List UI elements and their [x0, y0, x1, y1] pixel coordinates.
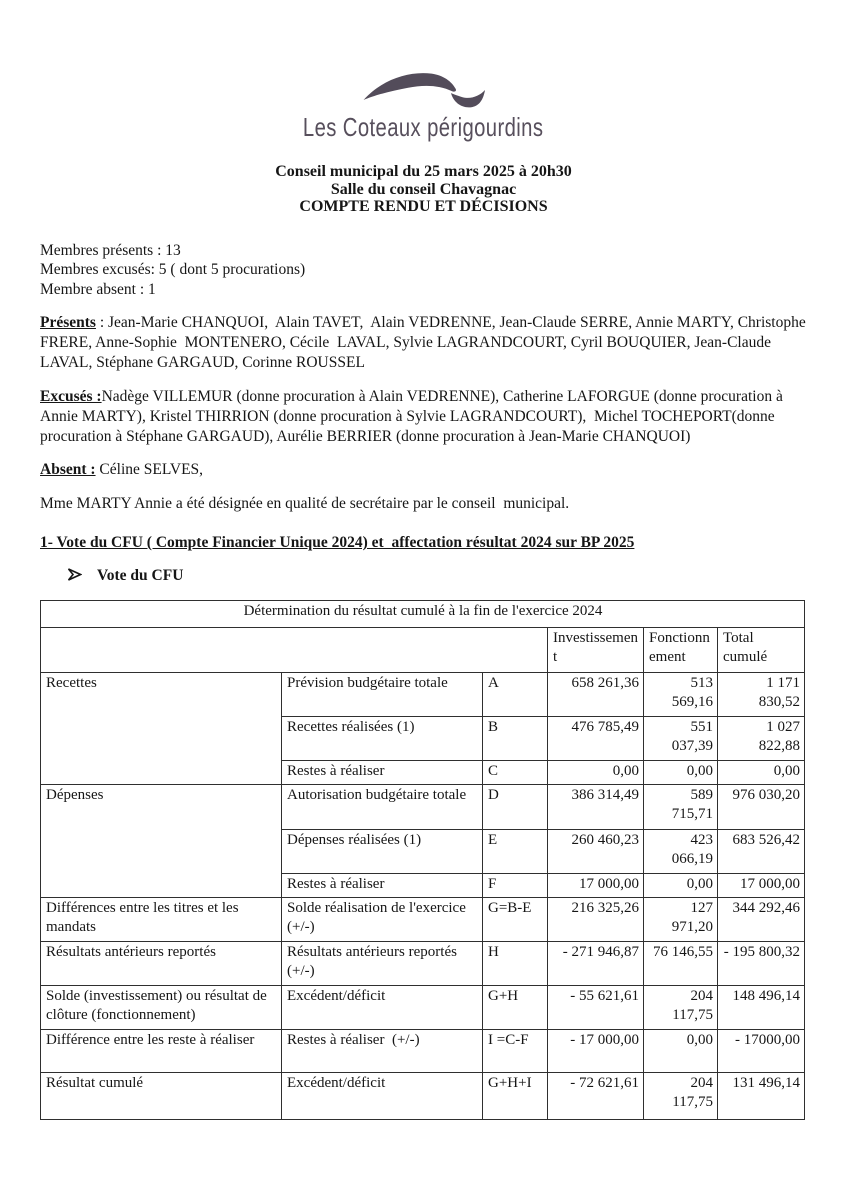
table-cell-item: Restes à réaliser (+/-): [282, 1030, 483, 1073]
column-header-investissement: Investissement: [548, 628, 644, 673]
logo: [40, 66, 807, 143]
member-absent-count: Membre absent : 1: [40, 280, 156, 298]
table-header-empty-cell: [41, 628, 548, 673]
table-cell-code: D: [483, 785, 548, 830]
table-title: Détermination du résultat cumulé à la fin de l'exercice 2024: [41, 601, 805, 628]
table-cell-investissement: - 55 621,61: [548, 986, 644, 1030]
table-cell-fonctionnement: 76 146,55: [644, 942, 718, 986]
table-row: [41, 942, 805, 986]
table-cell-total: - 195 800,32: [718, 942, 805, 986]
table-cell-investissement: 17 000,00: [548, 874, 644, 898]
table-cell-group: Dépenses: [41, 785, 282, 898]
logo-swoosh-icon: [321, 66, 527, 110]
table-cell-item: Solde réalisation de l'exercice (+/-): [282, 898, 483, 942]
table-row: [41, 1030, 805, 1073]
table-cell-investissement: 260 460,23: [548, 830, 644, 874]
table-cell-code: E: [483, 830, 548, 874]
table-row: [41, 673, 805, 717]
meeting-header: [40, 163, 807, 216]
table-cell-item: Autorisation budgétaire totale: [282, 785, 483, 830]
table-cell-group: Solde (investissement) ou résultat de clôture (fonctionnement): [41, 986, 282, 1030]
excused-list: Nadège VILLEMUR (donne procuration à Alain VEDRENNE), Catherine LAFORGUE (donne procuration à Annie MARTY), Kristel THIRRION (donne procuration à Sylvie LAGRANDCOURT), Michel TOCHEPORT(donne procuration à Stéphane GARGAUD), Aurélie BERRIER (donne procuration à Jean-Marie CHANQUOI): [40, 388, 786, 445]
table-cell-investissement: - 17 000,00: [548, 1030, 644, 1073]
table-cell-investissement: 0,00: [548, 761, 644, 785]
table-cell-investissement: 386 314,49: [548, 785, 644, 830]
table-cell-item: Restes à réaliser: [282, 874, 483, 898]
table-cell-code: G=B-E: [483, 898, 548, 942]
table-row: [41, 1073, 805, 1120]
table-cell-fonctionnement: 204 117,75: [644, 986, 718, 1030]
presents-label: Présents: [40, 314, 96, 331]
bullet-item-vote-cfu: [68, 567, 807, 586]
section-1-heading: 1- Vote du CFU ( Compte Financier Unique 2024) et affectation résultat 2024 sur BP 2025: [40, 534, 635, 551]
attendance-counts: [40, 241, 807, 300]
table-cell-total: 344 292,46: [718, 898, 805, 942]
absent-paragraph: [40, 460, 807, 480]
table-cell-code: B: [483, 717, 548, 761]
table-cell-total: - 17000,00: [718, 1030, 805, 1073]
table-title-row: [41, 601, 805, 628]
meeting-title: Conseil municipal du 25 mars 2025 à 20h30: [275, 163, 572, 180]
table-cell-fonctionnement: 551 037,39: [644, 717, 718, 761]
excused-label: Excusés :: [40, 388, 102, 405]
absent-label: Absent :: [40, 461, 96, 478]
table-cell-item: Prévision budgétaire totale: [282, 673, 483, 717]
table-cell-item: Dépenses réalisées (1): [282, 830, 483, 874]
table-cell-investissement: 658 261,36: [548, 673, 644, 717]
table-cell-total: 148 496,14: [718, 986, 805, 1030]
table-cell-investissement: - 271 946,87: [548, 942, 644, 986]
table-cell-item: Recettes réalisées (1): [282, 717, 483, 761]
table-cell-code: I =C-F: [483, 1030, 548, 1073]
table-cell-code: C: [483, 761, 548, 785]
table-cell-total: 1 171 830,52: [718, 673, 805, 717]
table-cell-fonctionnement: 423 066,19: [644, 830, 718, 874]
table-cell-fonctionnement: 0,00: [644, 1030, 718, 1073]
table-cell-total: 976 030,20: [718, 785, 805, 830]
table-row: [41, 986, 805, 1030]
table-cell-item: Excédent/déficit: [282, 986, 483, 1030]
members-excused-count: Membres excusés: 5 ( dont 5 procurations): [40, 261, 306, 278]
excused-paragraph: [40, 387, 807, 447]
table-cell-investissement: 216 325,26: [548, 898, 644, 942]
table-row: [41, 898, 805, 942]
logo-text: Les Coteaux périgourdins: [303, 112, 544, 142]
table-cell-total: 683 526,42: [718, 830, 805, 874]
table-cell-fonctionnement: 127 971,20: [644, 898, 718, 942]
table-header-row: [41, 628, 805, 673]
table-cell-item: Restes à réaliser: [282, 761, 483, 785]
meeting-location: Salle du conseil Chavagnac: [330, 180, 517, 198]
table-cell-total: 131 496,14: [718, 1073, 805, 1120]
table-cell-fonctionnement: 589 715,71: [644, 785, 718, 830]
presents-paragraph: [40, 313, 810, 373]
table-cell-code: H: [483, 942, 548, 986]
table-cell-code: A: [483, 673, 548, 717]
cfu-result-table: [40, 600, 805, 1120]
right-arrowhead-icon: [68, 568, 82, 586]
table-cell-fonctionnement: 0,00: [644, 874, 718, 898]
column-header-fonctionnement: Fonctionnement: [644, 628, 718, 673]
table-cell-total: 17 000,00: [718, 874, 805, 898]
table-cell-item: Excédent/déficit: [282, 1073, 483, 1120]
table-cell-group: Différences entre les titres et les mandats: [41, 898, 282, 942]
bullet-text: Vote du CFU: [97, 567, 184, 584]
presents-list: : Jean-Marie CHANQUOI, Alain TAVET, Alain VEDRENNE, Jean-Claude SERRE, Annie MARTY, Christophe FRERE, Anne-Sophie MONTENERO, Cécile LAVAL, Sylvie LAGRANDCOURT, Cyril BOUQUIER, Jean-Claude LAVAL, Stéphane GARGAUD, Corinne ROUSSEL: [40, 314, 810, 371]
table-cell-total: 1 027 822,88: [718, 717, 805, 761]
secretary-note: Mme MARTY Annie a été désignée en qualité de secrétaire par le conseil municipal.: [40, 495, 570, 512]
table-row: [41, 785, 805, 830]
table-cell-investissement: - 72 621,61: [548, 1073, 644, 1120]
table-cell-code: F: [483, 874, 548, 898]
table-cell-group: Résultat cumulé: [41, 1073, 282, 1120]
table-cell-group: Résultats antérieurs reportés: [41, 942, 282, 986]
document-type: COMPTE RENDU ET DÉCISIONS: [299, 198, 548, 215]
table-cell-total: 0,00: [718, 761, 805, 785]
absent-list: Céline SELVES,: [95, 461, 204, 478]
table-cell-code: G+H+I: [483, 1073, 548, 1120]
table-cell-code: G+H: [483, 986, 548, 1030]
table-cell-item: Résultats antérieurs reportés (+/-): [282, 942, 483, 986]
members-present-count: Membres présents : 13: [40, 241, 181, 259]
column-header-total-cumule: Total cumulé: [718, 628, 805, 673]
table-cell-investissement: 476 785,49: [548, 717, 644, 761]
table-cell-fonctionnement: 204 117,75: [644, 1073, 718, 1120]
table-cell-fonctionnement: 0,00: [644, 761, 718, 785]
table-cell-group: Différence entre les reste à réaliser: [41, 1030, 282, 1073]
table-cell-group: Recettes: [41, 673, 282, 785]
table-cell-fonctionnement: 513 569,16: [644, 673, 718, 717]
